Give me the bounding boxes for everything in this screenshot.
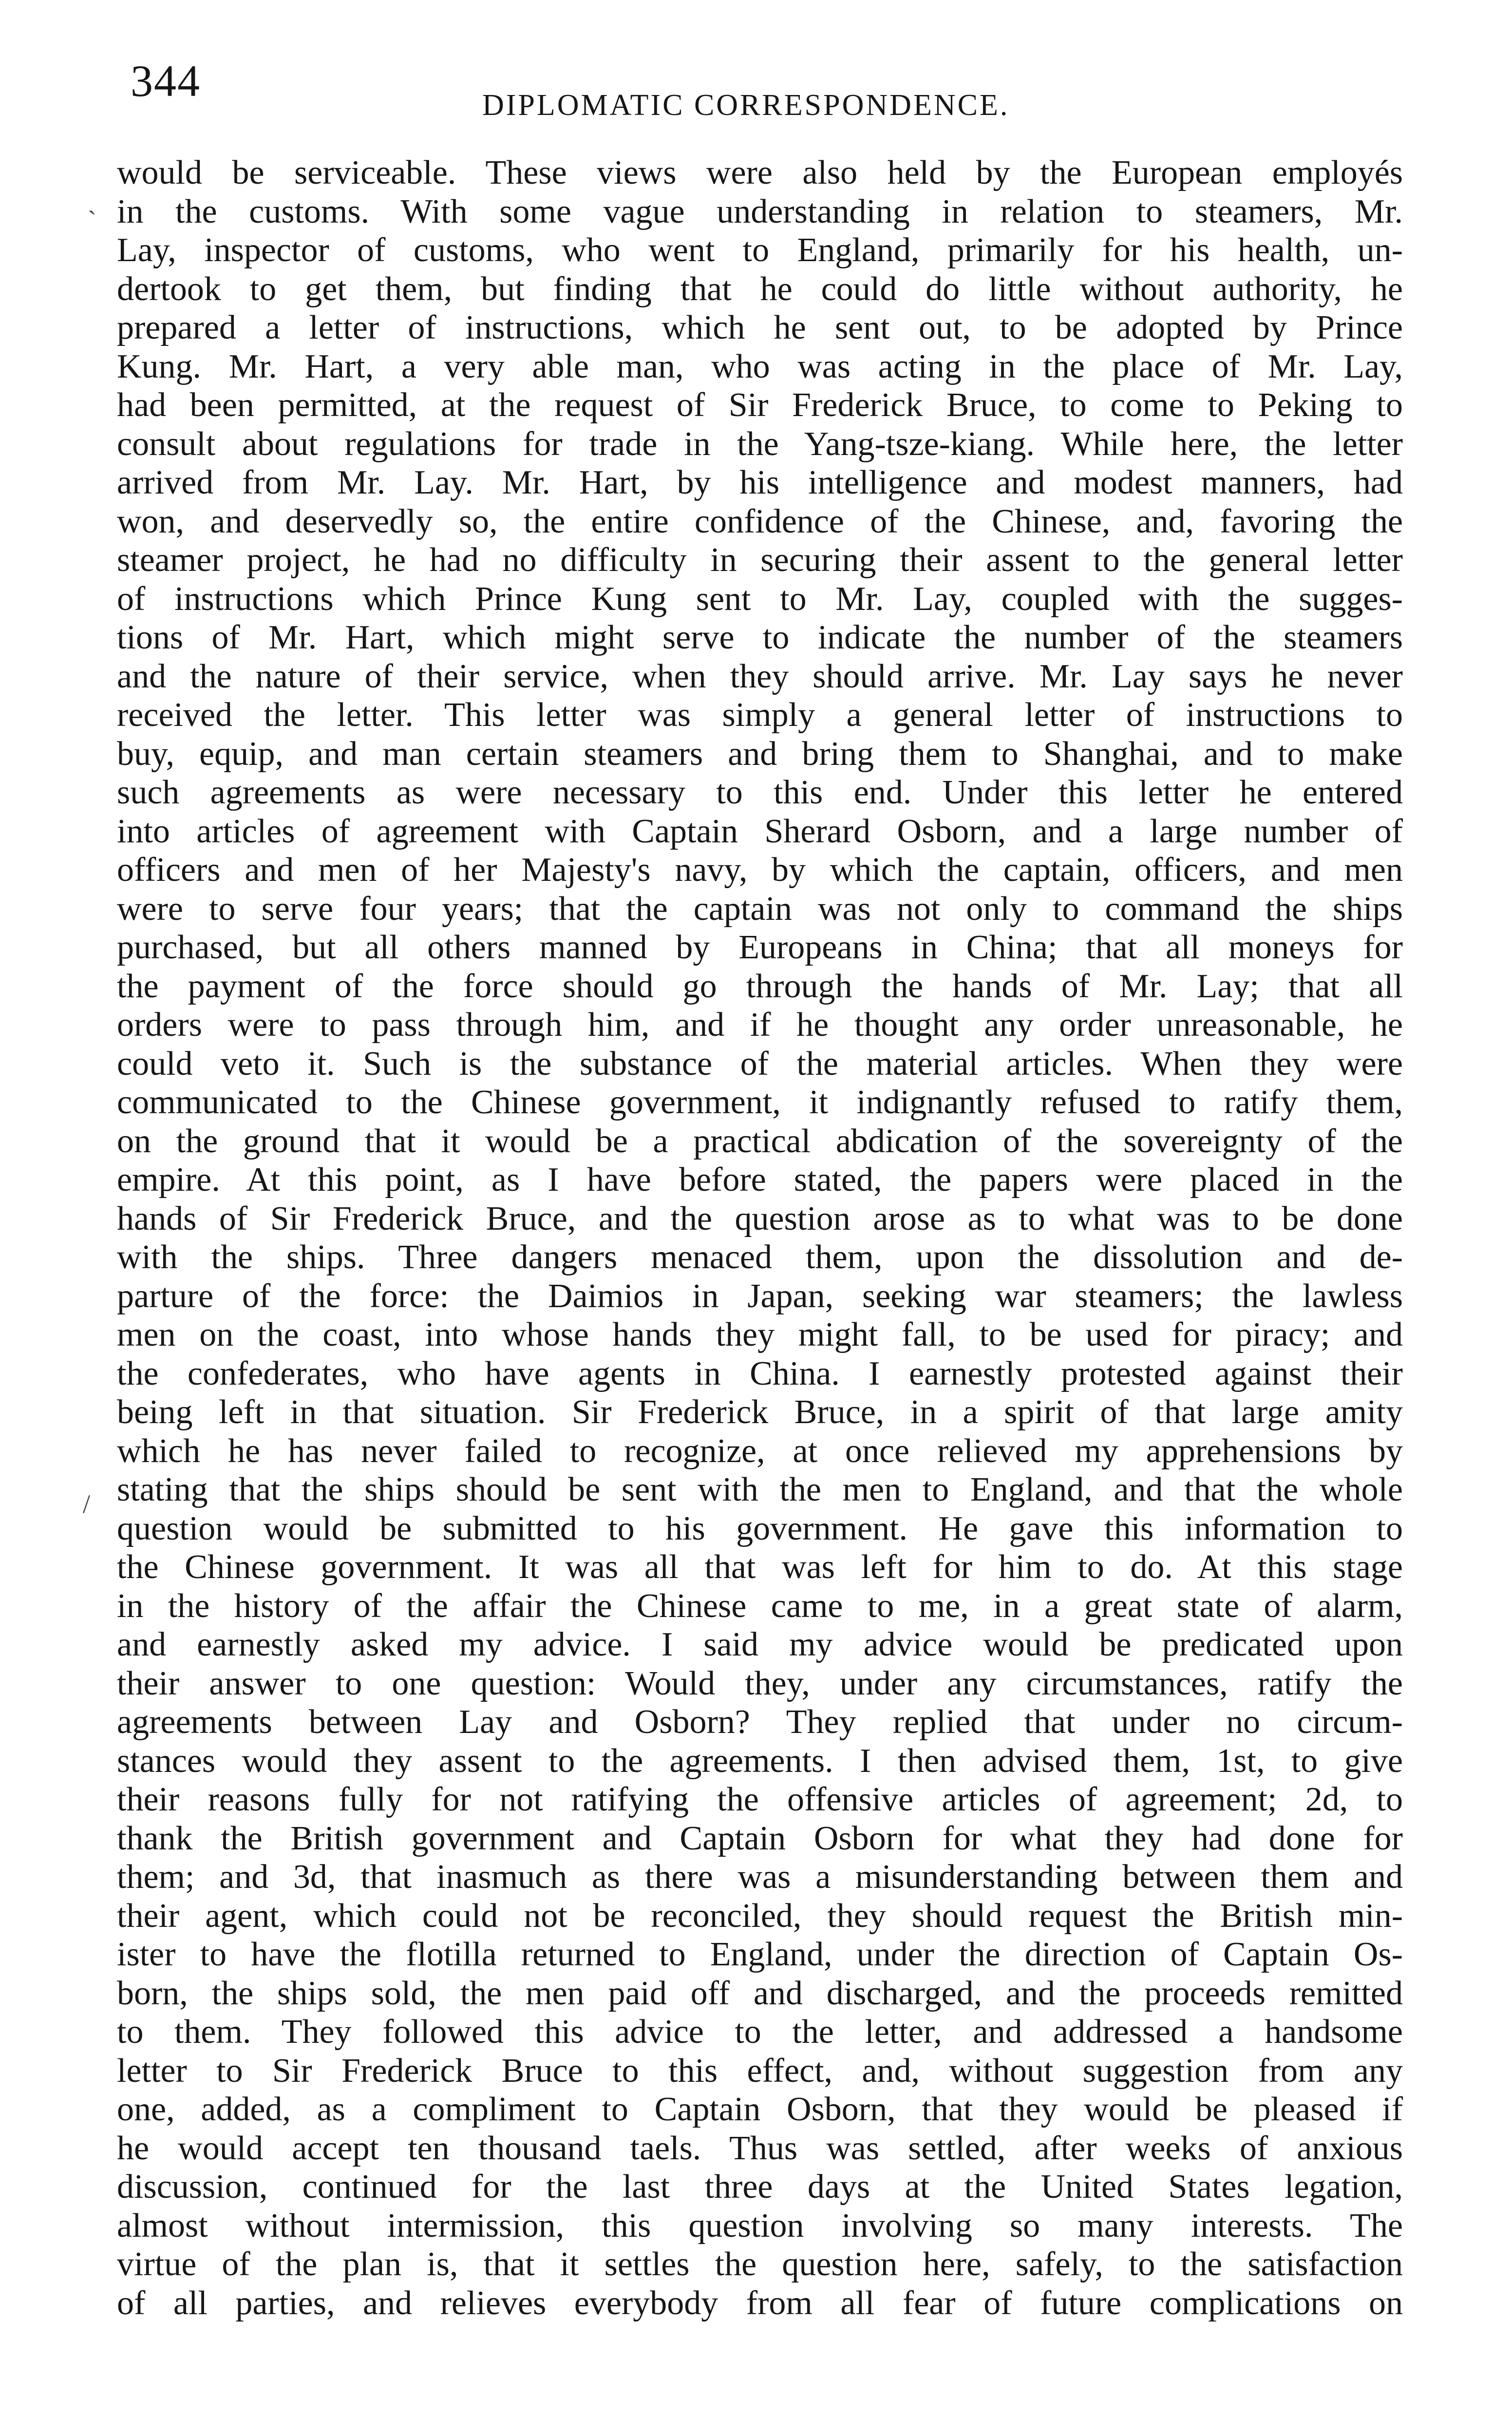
text-line: them; and 3d, that inasmuch as there was a misunderstanding between them and (117, 1858, 1403, 1896)
text-line: the confederates, who have agents in China. I earnestly protested against their (117, 1354, 1403, 1392)
text-line: were to serve four years; that the captain was not only to command the ships (117, 890, 1403, 928)
margin-mark: ` (88, 206, 96, 235)
text-line: letter to Sir Frederick Bruce to this effect, and, without suggestion from any (117, 2052, 1403, 2090)
text-line: steamer project, he had no difficulty in securing their assent to the general letter (117, 541, 1403, 579)
text-line: buy, equip, and man certain steamers and bring them to Shanghai, and to make (117, 735, 1403, 773)
text-line (117, 2322, 1403, 2361)
text-line: virtue of the plan is, that it settles the question here, safely, to the satisfaction (117, 2246, 1403, 2283)
running-head: DIPLOMATIC CORRESPONDENCE. (482, 89, 1010, 122)
text-line: born, the ships sold, the men paid off and discharged, and the proceeds remitted (117, 1974, 1403, 2012)
text-line: one, added, as a compliment to Captain Osborn, that they would be pleased if (117, 2091, 1403, 2128)
text-line: would be serviceable. These views were also held by the European employés (117, 154, 1403, 191)
text-line: officers and men of her Majesty's navy, by which the captain, officers, and men (117, 851, 1403, 889)
text-line: stating that the ships should be sent with the men to England, and that the whole (117, 1471, 1403, 1508)
text-line: the payment of the force should go through the hands of Mr. Lay; that all (117, 967, 1403, 1005)
text-line: stances would they assent to the agreements. I then advised them, 1st, to give (117, 1742, 1403, 1780)
text-line: communicated to the Chinese government, it indignantly refused to ratify them, (117, 1084, 1403, 1121)
text-line: to them. They followed this advice to the letter, and addressed a handsome (117, 2013, 1403, 2051)
text-line: of all parties, and relieves everybody from all fear of future complications on (117, 2284, 1403, 2322)
text-line: received the letter. This letter was simply a general letter of instructions to (117, 696, 1403, 734)
text-line: men on the coast, into whose hands they might fall, to be used for piracy; and (117, 1316, 1403, 1353)
text-line: and earnestly asked my advice. I said my advice would be predicated upon (117, 1626, 1403, 1663)
text-line: thank the British government and Captain Osborn for what they had done for (117, 1819, 1403, 1857)
page-number: 344 (131, 56, 201, 106)
text-line: and the nature of their service, when they should arrive. Mr. Lay says he never (117, 657, 1403, 695)
text-line: won, and deservedly so, the entire confidence of the Chinese, and, favoring the (117, 502, 1403, 540)
text-line: hands of Sir Frederick Bruce, and the question arose as to what was to be done (117, 1199, 1403, 1237)
text-line: into articles of agreement with Captain Sherard Osborn, and a large number of (117, 812, 1403, 850)
text-line: such agreements as were necessary to this end. Under this letter he entered (117, 774, 1403, 811)
text-line: almost without intermission, this question involving so many interests. The (117, 2207, 1403, 2245)
text-line: in the customs. With some vague understanding in relation to steamers, Mr. (117, 192, 1403, 230)
text-line: with the ships. Three dangers menaced them, upon the dissolution and de- (117, 1238, 1403, 1276)
text-line: discussion, continued for the last three days at the United States legation, (117, 2168, 1403, 2206)
text-line: being left in that situation. Sir Frederick Bruce, in a spirit of that large amity (117, 1393, 1403, 1431)
text-line: Kung. Mr. Hart, a very able man, who was acting in the place of Mr. Lay, (117, 347, 1403, 385)
text-line: orders were to pass through him, and if he thought any order unreasonable, he (117, 1006, 1403, 1044)
text-line: their reasons fully for not ratifying the offensive articles of agreement; 2d, to (117, 1781, 1403, 1818)
body-text (117, 153, 1403, 2361)
text-line: their answer to one question: Would they, under any circumstances, ratify the (117, 1664, 1403, 1702)
margin-mark: / (83, 1489, 91, 1519)
text-line: tions of Mr. Hart, which might serve to indicate the number of the steamers (117, 619, 1403, 656)
text-line: empire. At this point, as I have before stated, the papers were placed in the (117, 1161, 1403, 1199)
text-line: had been permitted, at the request of Sir Frederick Bruce, to come to Peking to (117, 386, 1403, 424)
text-line: which he has never failed to recognize, at once relieved my apprehensions by (117, 1432, 1403, 1470)
text-line: ister to have the flotilla returned to England, under the direction of Captain Os- (117, 1936, 1403, 1973)
text-line: the Chinese government. It was all that was left for him to do. At this stage (117, 1548, 1403, 1586)
text-line: of instructions which Prince Kung sent to Mr. Lay, coupled with the sugges- (117, 580, 1403, 618)
text-line: could veto it. Such is the substance of the material articles. When they were (117, 1045, 1403, 1083)
text-line: prepared a letter of instructions, which he sent out, to be adopted by Prince (117, 309, 1403, 346)
text-line: in the history of the affair the Chinese came to me, in a great state of alarm, (117, 1587, 1403, 1625)
text-line: their agent, which could not be reconciled, they should request the British min- (117, 1897, 1403, 1935)
text-line: agreements between Lay and Osborn? They replied that under no circum- (117, 1703, 1403, 1741)
text-line: purchased, but all others manned by Europeans in China; that all moneys for (117, 929, 1403, 966)
text-line: he would accept ten thousand taels. Thus was settled, after weeks of anxious (117, 2129, 1403, 2167)
text-line: consult about regulations for trade in the Yang-tsze-kiang. While here, the letter (117, 425, 1403, 463)
text-line: dertook to get them, but finding that he could do little without authority, he (117, 270, 1403, 308)
text-line: parture of the force: the Daimios in Japan, seeking war steamers; the lawless (117, 1277, 1403, 1315)
text-line: arrived from Mr. Lay. Mr. Hart, by his intelligence and modest manners, had (117, 464, 1403, 501)
text-line: question would be submitted to his government. He gave this information to (117, 1509, 1403, 1547)
text-line: Lay, inspector of customs, who went to England, primarily for his health, un- (117, 231, 1403, 269)
text-line: on the ground that it would be a practical abdication of the sovereignty of the (117, 1122, 1403, 1160)
